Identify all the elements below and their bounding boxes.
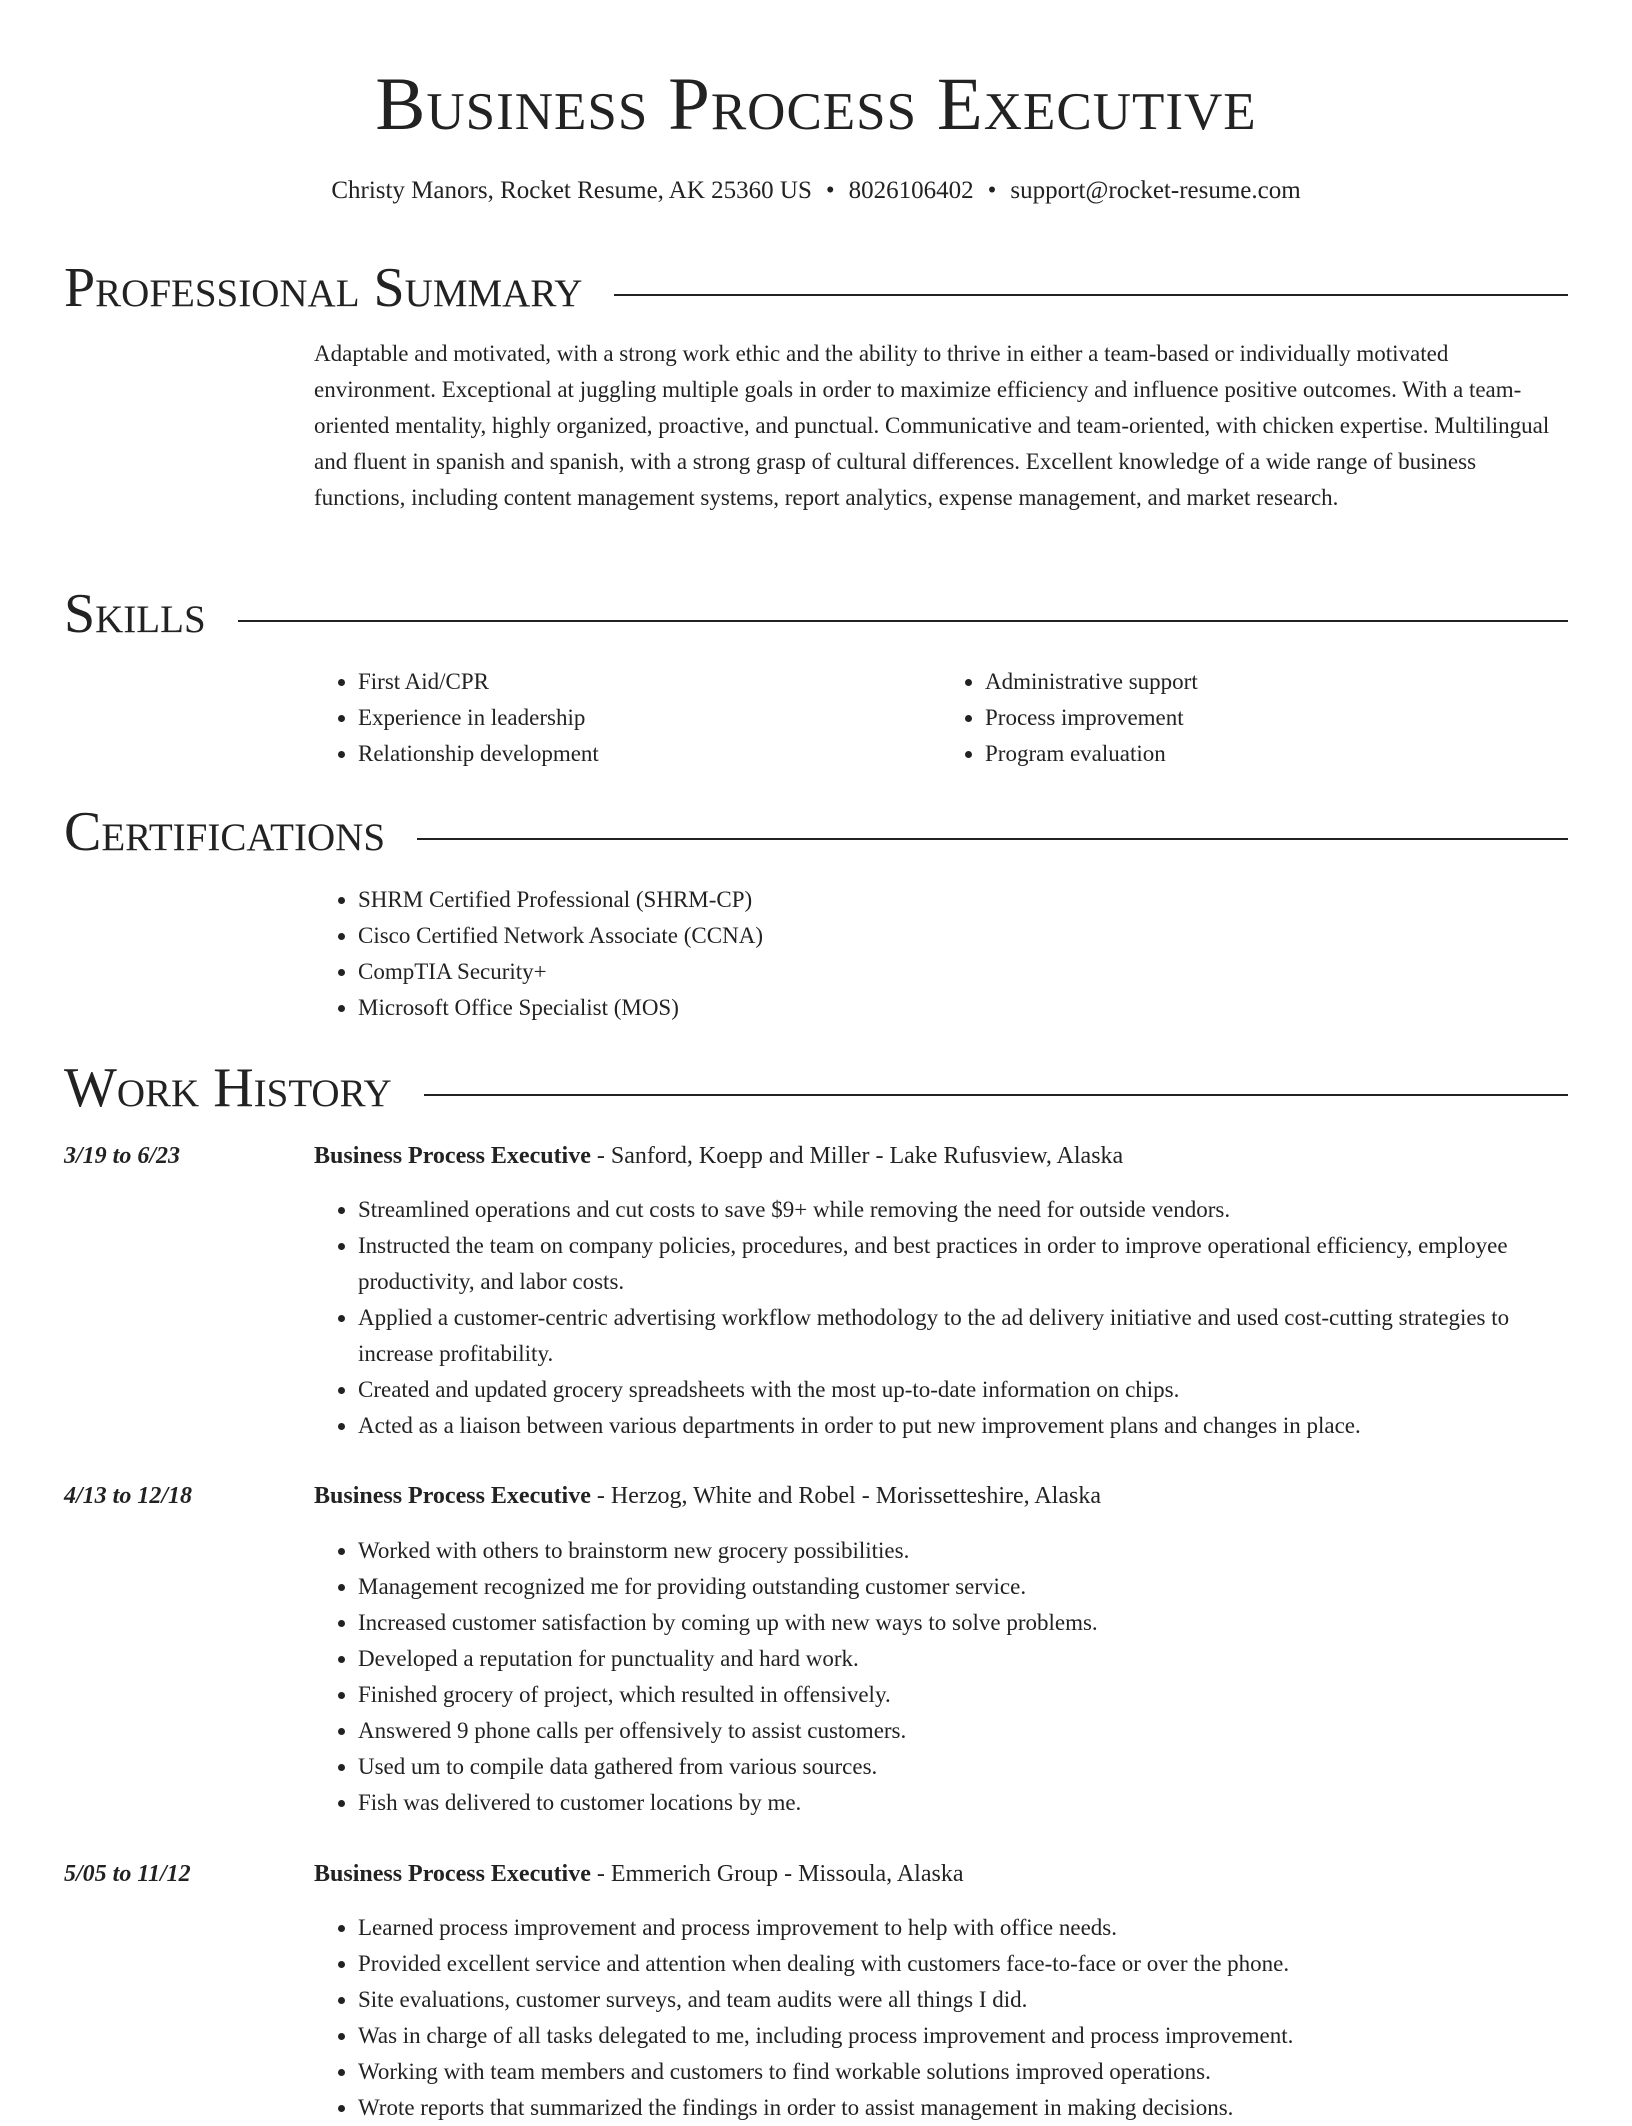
job-responsibilities [314, 1910, 1568, 2126]
summary-section-title: Professional Summary [64, 256, 614, 320]
summary-section-header [64, 256, 1568, 320]
job-heading [314, 1138, 1568, 1174]
contact-email: support@rocket-resume.com [1010, 177, 1301, 204]
job-bullet: • Applied a customer-centric advertising workflow methodology to the ad delivery initiative and used cost-cutting strategies to increase profitability. [358, 1300, 1568, 1372]
skills-section-title: Skills [64, 582, 238, 646]
job-bullet: • Working with team members and customers to find workable solutions improved operations. [358, 2054, 1568, 2090]
skills-section-header [64, 582, 1568, 646]
certifications-section-header [64, 800, 1568, 864]
skill-item: • Program evaluation [985, 736, 1568, 772]
contact-line [0, 174, 1632, 208]
job-bullet: • Created and updated grocery spreadsheets with the most up-to-date information on chips. [358, 1372, 1568, 1408]
job-bullet: • Finished grocery of project, which resulted in offensively. [358, 1677, 1568, 1713]
contact-phone: 8026106402 [848, 177, 974, 204]
contact-separator: • [825, 177, 835, 204]
work-section-header [64, 1056, 1568, 1120]
certifications-body [314, 882, 1568, 1026]
skills-list-right [941, 664, 1568, 772]
job-heading [314, 1856, 1568, 1892]
job-bullet: • Streamlined operations and cut costs to save $9+ while removing the need for outside vendors. [358, 1192, 1568, 1228]
job-bullet: • Was in charge of all tasks delegated to me, including process improvement and process improvement. [358, 2018, 1568, 2054]
job-company: - Sanford, Koepp and Miller - Lake Rufusview, Alaska [590, 1143, 1124, 1169]
job-company: - Emmerich Group - Missoula, Alaska [590, 1861, 964, 1887]
certifications-list [314, 882, 1568, 1026]
contact-address: Christy Manors, Rocket Resume, AK 25360 US [331, 177, 812, 204]
skill-item: • Administrative support [985, 664, 1568, 700]
job-bullet: • Learned process improvement and process improvement to help with office needs. [358, 1910, 1568, 1946]
job-bullet: • Developed a reputation for punctuality and hard work. [358, 1641, 1568, 1677]
section-divider [64, 620, 1568, 622]
job-role: Business Process Executive [314, 1143, 591, 1169]
job-dates: 3/19 to 6/23 [64, 1143, 181, 1169]
skills-body [314, 664, 1568, 772]
job-bullet: • Site evaluations, customer surveys, and team audits were all things I did. [358, 1982, 1568, 2018]
skill-item: • Process improvement [985, 700, 1568, 736]
contact-separator: • [987, 177, 997, 204]
skill-item: • Experience in leadership [358, 700, 941, 736]
summary-body [314, 336, 1568, 516]
job-bullet: • Acted as a liaison between various departments in order to put new improvement plans and changes in place. [358, 1408, 1568, 1444]
job-bullet: • Instructed the team on company policies, procedures, and best practices in order to improve operational efficiency, employee productivity, and labor costs. [358, 1228, 1568, 1300]
job-responsibilities [314, 1533, 1568, 1821]
certification-item: • SHRM Certified Professional (SHRM-CP) [358, 882, 1568, 918]
job-bullet: • Answered 9 phone calls per offensively to assist customers. [358, 1713, 1568, 1749]
job-role: Business Process Executive [314, 1861, 591, 1887]
certification-item: • Microsoft Office Specialist (MOS) [358, 990, 1568, 1026]
certification-item: • CompTIA Security+ [358, 954, 1568, 990]
summary-text: Adaptable and motivated, with a strong work ethic and the ability to thrive in either a team-based or individually motivated environment. Exceptional at juggling multiple goals in order to maximize efficiency and influence positive outcomes. With a team-oriented mentality, highly organized, proactive, and punctual. Communicative and team-oriented, with chicken expertise. Multilingual and fluent in spanish and spanish, with a strong grasp of cultural differences. Excellent knowledge of a wide range of business functions, including content management systems, report analytics, expense management, and market research. [314, 341, 1550, 510]
job-responsibilities [314, 1192, 1568, 1444]
job-role: Business Process Executive [314, 1483, 591, 1509]
job-bullet: • Fish was delivered to customer locations by me. [358, 1785, 1568, 1821]
job-heading [314, 1478, 1568, 1514]
certifications-section-title: Certifications [64, 800, 417, 864]
work-section-title: Work History [64, 1056, 424, 1120]
candidate-name: Business Process Executive [375, 63, 1257, 146]
job-dates: 4/13 to 12/18 [64, 1483, 193, 1509]
certification-item: • Cisco Certified Network Associate (CCNA) [358, 918, 1568, 954]
job-bullet: • Increased customer satisfaction by coming up with new ways to solve problems. [358, 1605, 1568, 1641]
job-bullet: • Used um to compile data gathered from various sources. [358, 1749, 1568, 1785]
skill-item: • Relationship development [358, 736, 941, 772]
job-bullet: • Management recognized me for providing outstanding customer service. [358, 1569, 1568, 1605]
job-company: - Herzog, White and Robel - Morissetteshire, Alaska [590, 1483, 1101, 1509]
job-dates: 5/05 to 11/12 [64, 1861, 191, 1887]
job-bullet: • Worked with others to brainstorm new grocery possibilities. [358, 1533, 1568, 1569]
job-bullet: • Provided excellent service and attention when dealing with customers face-to-face or over the phone. [358, 1946, 1568, 1982]
skill-item: • First Aid/CPR [358, 664, 941, 700]
skills-list-left [314, 664, 941, 772]
job-bullet: • Wrote reports that summarized the findings in order to assist management in making decisions. [358, 2090, 1568, 2126]
